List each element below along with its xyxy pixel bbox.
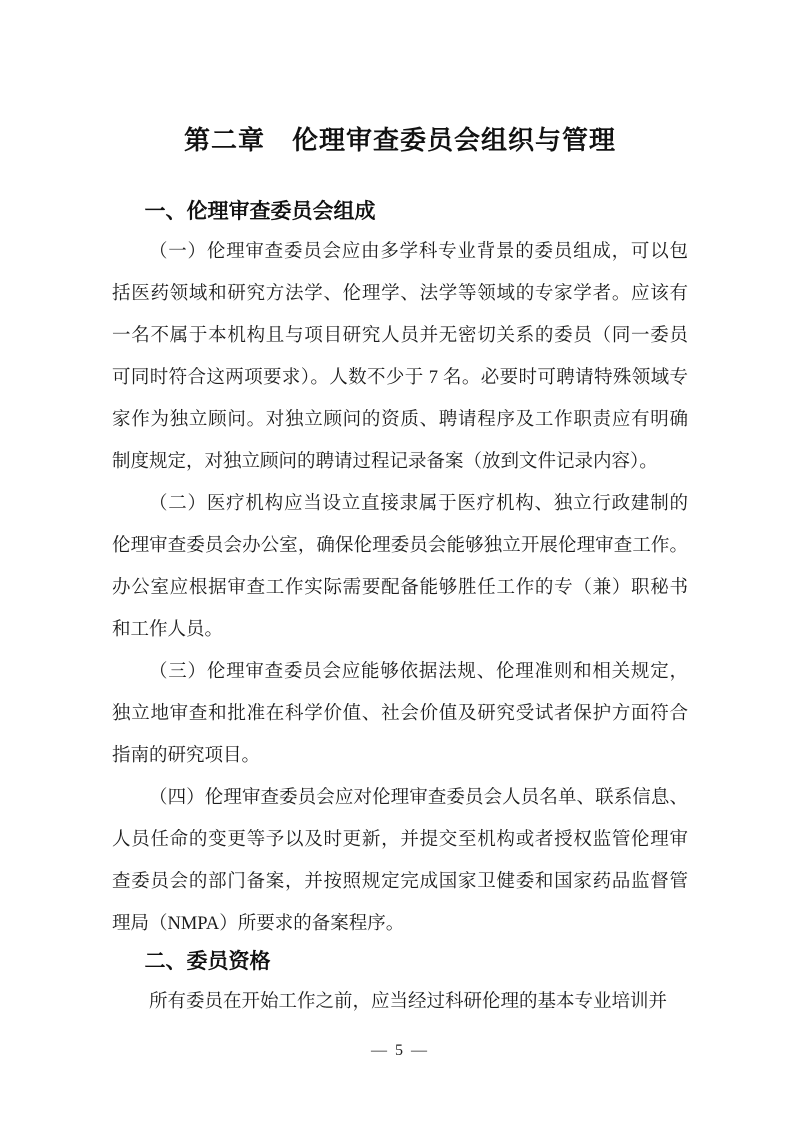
document-sections xyxy=(0,159,800,1023)
paragraph xyxy=(112,651,688,777)
text-line: 人员任命的变更等予以及时更新，并提交至机构或者授权监管伦理审 xyxy=(112,830,688,850)
text-line: 括医药领域和研究方法学、伦理学、法学等领域的专家学者。应该有 xyxy=(112,284,688,304)
text-line: 制度规定，对独立顾问的聘请过程记录备案（放到文件记录内容）。 xyxy=(112,452,658,472)
text-line: 所有委员在开始工作之前，应当经过科研伦理的基本专业培训并 xyxy=(149,992,668,1012)
paragraph xyxy=(112,777,688,945)
text-line: （三）伦理审查委员会应能够依据法规、伦理准则和相关规定， xyxy=(149,662,688,682)
section-heading: 二、委员资格 xyxy=(144,950,271,973)
text-line: （二）医疗机构应当设立直接隶属于医疗机构、独立行政建制的 xyxy=(149,494,688,514)
text-line: 理局（NMPA）所要求的备案程序。 xyxy=(112,914,405,934)
text-line: 可同时符合这两项要求）。人数不少于 7 名。必要时可聘请特殊领域专 xyxy=(112,368,688,388)
text-line: 一名不属于本机构且与项目研究人员并无密切关系的委员（同一委员 xyxy=(112,326,688,346)
section-heading: 一、伦理审查委员会组成 xyxy=(144,200,376,223)
paragraph xyxy=(112,981,688,1023)
text-line: 办公室应根据审查工作实际需要配备能够胜任工作的专（兼）职秘书 xyxy=(112,578,688,598)
text-line: 独立地审查和批准在科学价值、社会价值及研究受试者保护方面符合 xyxy=(112,704,688,724)
text-line: （一）伦理审查委员会应由多学科专业背景的委员组成，可以包 xyxy=(149,242,688,262)
paragraph xyxy=(112,483,688,651)
text-line: 指南的研究项目。 xyxy=(112,746,261,766)
paragraph xyxy=(112,231,688,483)
page-number: — 5 — xyxy=(371,1042,429,1059)
text-line: 查委员会的部门备案，并按照规定完成国家卫健委和国家药品监督管 xyxy=(112,872,688,892)
text-line: 家作为独立顾问。对独立顾问的资质、聘请程序及工作职责应有明确 xyxy=(112,410,688,430)
text-line: （四）伦理审查委员会应对伦理审查委员会人员名单、联系信息、 xyxy=(149,788,688,808)
chapter-title: 第二章 伦理审查委员会组织与管理 xyxy=(183,125,616,155)
text-line: 和工作人员。 xyxy=(112,620,224,640)
text-line: 伦理审查委员会办公室，确保伦理委员会能够独立开展伦理审查工作。 xyxy=(112,536,688,556)
